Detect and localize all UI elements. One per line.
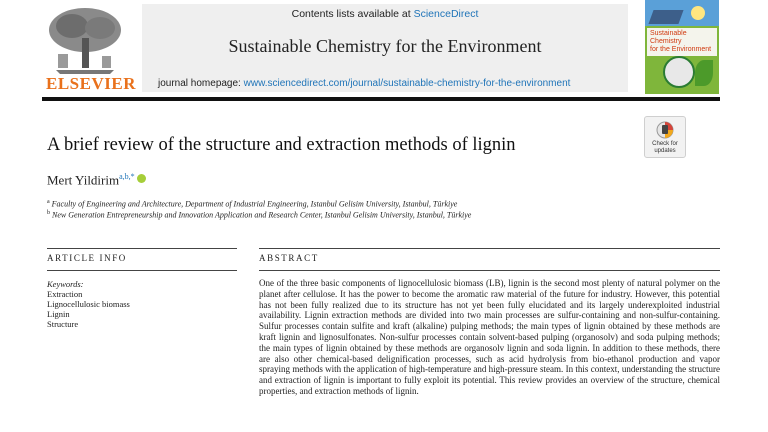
- journal-homepage-line: [158, 78, 570, 89]
- journal-cover-image[interactable]: [645, 0, 719, 94]
- cover-leaf-icon: [695, 60, 713, 86]
- elsevier-logo[interactable]: [42, 4, 136, 93]
- article-info-rule-bottom: [47, 270, 237, 271]
- author-line: [47, 172, 146, 188]
- elsevier-tree-icon: [42, 4, 128, 76]
- keyword-item[interactable]: Lignocellulosic biomass: [47, 299, 130, 309]
- elsevier-wordmark: ELSEVIER: [46, 74, 136, 93]
- cover-badge-icon: [663, 56, 695, 88]
- crossmark-icon: [656, 121, 674, 139]
- abstract-text: One of the three basic components of lignocellulosic biomass (LB), lignin is the second most plenty of natural polymer on the planet after cellulose. It has the power to become the aromatic raw material of the future for industry. However, this potential has not been fully realized due to its structure has not yet been fully elucidated and its largely underexploited industrial availability. Lignin extraction methods are divided into two main processes are sulfur-containing and non-sulfur-containing. Sulfur processes contain sulfite and kraft (alkaline) pulping methods; the main types of lignin obtained by these methods are kraft lignin and lignosulfonates. Non-sulfur processes contain solvent-based pulping (organosolv) and soda pulping methods; the main types of lignin obtained by these methods are organosolv lignin and soda lignin. In addition to these methods, there are also other chemical-based delignification processes, such as acid hydrolysis from bio-ethanol production and vapor spraying methods with the application of high-temperature and high-pressure steam. In this context, understanding the structure and extraction of lignin is important to fully exploit its potential. This review provides an overview of the structure, chemical properties, and extraction methods of lignin.: [259, 278, 720, 396]
- abstract-rule-top: [259, 248, 720, 249]
- keywords-label: Keywords:: [47, 279, 84, 289]
- affiliation-a: [47, 199, 457, 209]
- affiliation-b-mark: b: [47, 210, 50, 216]
- contents-prefix: Contents lists available at: [291, 8, 414, 20]
- homepage-prefix: journal homepage:: [158, 78, 244, 89]
- cover-title: [647, 28, 717, 56]
- article-info-rule-top: [47, 248, 237, 249]
- keyword-item[interactable]: Structure: [47, 319, 79, 329]
- cover-sun-icon: [691, 6, 705, 20]
- journal-title: Sustainable Chemistry for the Environment: [228, 36, 542, 56]
- cover-title-line-2: for the Environment: [650, 46, 712, 53]
- journal-homepage-link[interactable]: www.sciencedirect.com/journal/sustainable-chemistry-for-the-environment: [243, 78, 571, 89]
- article-title: A brief review of the structure and extraction methods of lignin: [47, 135, 516, 155]
- affiliation-b-text: New Generation Entrepreneurship and Innovation Application and Research Center, Istanbul Gelisim University, Istanbul, Türkiye: [52, 210, 472, 220]
- header-rule: [42, 97, 720, 101]
- author-name[interactable]: Mert Yildirim: [47, 172, 120, 188]
- article-info-heading: ARTICLE INFO: [47, 253, 127, 263]
- orcid-icon[interactable]: [137, 174, 146, 183]
- contents-line: [142, 8, 628, 20]
- keyword-item[interactable]: Extraction: [47, 289, 83, 299]
- journal-masthead: [142, 4, 628, 92]
- sciencedirect-link[interactable]: ScienceDirect: [413, 8, 479, 20]
- check-for-updates-button[interactable]: [644, 116, 686, 158]
- keyword-item[interactable]: Lignin: [47, 309, 70, 319]
- affiliation-a-text: Faculty of Engineering and Architecture, Department of Industrial Engineering, Istanbul Gelisim University, Istanbul, Türkiye: [51, 199, 458, 209]
- affiliation-b: [47, 210, 471, 220]
- cover-solar-panel-icon: [648, 10, 683, 24]
- abstract-heading: ABSTRACT: [259, 253, 319, 263]
- affiliation-a-mark: a: [47, 199, 50, 205]
- cover-title-line-1: Sustainable Chemistry: [650, 30, 687, 45]
- check-for-updates-label: [645, 141, 685, 154]
- abstract-rule-bottom: [259, 270, 720, 271]
- check-for-updates-line-1: Check for: [652, 141, 678, 147]
- check-for-updates-line-2: updates: [654, 147, 676, 154]
- author-affiliation-marks[interactable]: a,b,*: [119, 172, 135, 181]
